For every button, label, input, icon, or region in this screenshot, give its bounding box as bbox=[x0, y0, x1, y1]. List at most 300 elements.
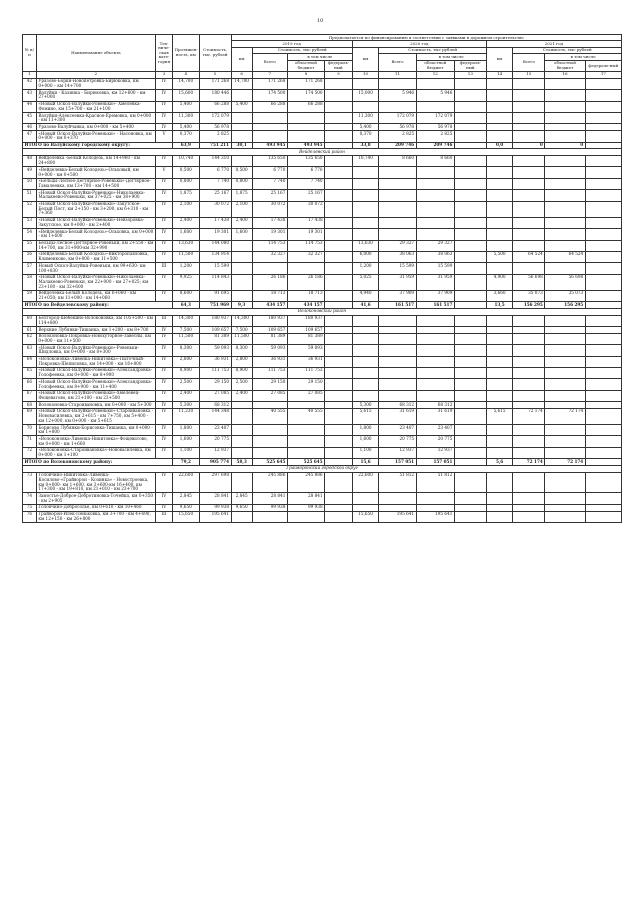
table-cell bbox=[231, 155, 252, 166]
table-row bbox=[23, 190, 622, 201]
table-cell: 114 753 bbox=[287, 240, 324, 251]
table-cell: 144 348 bbox=[199, 408, 231, 424]
table-cell bbox=[454, 167, 486, 178]
table-cell bbox=[486, 90, 513, 101]
table-cell bbox=[545, 229, 585, 240]
table-row bbox=[23, 345, 622, 356]
column-index: 12 bbox=[416, 71, 454, 78]
table-cell bbox=[252, 447, 287, 458]
table-cell: 6,000 bbox=[352, 251, 379, 262]
table-cell bbox=[352, 229, 379, 240]
table-cell bbox=[513, 379, 545, 390]
table-cell bbox=[379, 217, 416, 228]
table-cell: 30 072 bbox=[199, 201, 231, 217]
table-cell bbox=[325, 101, 353, 112]
table-cell bbox=[231, 124, 252, 131]
table-cell: 0,500 bbox=[173, 167, 200, 178]
object-name-cell: «Новый Оскол-Валуйки-Ровеньки»-Николаевка-Малакеево-Ровеньки, км 22+000 - км 27+025; км 23+100 - км 32+600 bbox=[36, 274, 155, 290]
table-cell bbox=[252, 263, 287, 274]
table-cell: IV bbox=[155, 274, 172, 290]
table-cell: 12 937 bbox=[379, 447, 416, 458]
table-cell bbox=[231, 447, 252, 458]
table-cell bbox=[585, 390, 621, 401]
table-cell bbox=[379, 390, 416, 401]
table-cell bbox=[585, 113, 621, 124]
table-cell: 61 bbox=[23, 327, 37, 334]
table-cell: 15,6 bbox=[352, 459, 379, 466]
table-cell: 1,200 bbox=[173, 263, 200, 274]
object-name-cell: «Вейделевка-Белый Колодезь»-Ольховка, км 0+000 - км 1+600 bbox=[36, 229, 155, 240]
table-cell: 114 753 bbox=[252, 240, 287, 251]
table-cell bbox=[585, 511, 621, 522]
table-cell bbox=[513, 436, 545, 447]
table-cell bbox=[325, 155, 353, 166]
table-cell: 180 937 bbox=[199, 315, 231, 326]
table-cell: 62 bbox=[23, 333, 37, 344]
table-cell: 15 599 bbox=[379, 263, 416, 274]
table-cell: 434 157 bbox=[287, 302, 324, 309]
table-row bbox=[23, 167, 622, 178]
table-cell: 493 945 bbox=[287, 142, 324, 149]
table-cell: 245 886 bbox=[252, 472, 287, 493]
table-cell: 1,875 bbox=[231, 190, 252, 201]
table-cell: 11,500 bbox=[173, 251, 200, 262]
table-cell: 68 bbox=[23, 402, 37, 409]
table-cell: 5,400 bbox=[352, 124, 379, 131]
object-name-cell: Новый Оскол-Валуйки-Ровеньки, км 99+630- км 100+830 bbox=[36, 263, 155, 274]
table-cell bbox=[545, 113, 585, 124]
table-cell bbox=[486, 425, 513, 436]
table-cell bbox=[585, 190, 621, 201]
table-cell: 161 517 bbox=[416, 302, 454, 309]
table-cell: 0,370 bbox=[352, 131, 379, 142]
table-cell bbox=[486, 201, 513, 217]
table-cell: 57 bbox=[23, 263, 37, 274]
table-cell: IV bbox=[155, 402, 172, 409]
table-cell: III bbox=[155, 315, 172, 326]
table-cell bbox=[513, 390, 545, 401]
table-cell bbox=[513, 124, 545, 131]
table-cell bbox=[352, 345, 379, 356]
table-cell: IV bbox=[155, 229, 172, 240]
object-name-cell: Вейделевка-Белый Колодезь, км 6+060 - км 21+050; км 11+000 - км 14+060 bbox=[36, 290, 155, 301]
table-cell bbox=[325, 327, 353, 334]
table-cell: IV bbox=[155, 290, 172, 301]
table-cell bbox=[454, 78, 486, 89]
table-cell: 30 072 bbox=[287, 201, 324, 217]
table-cell bbox=[545, 379, 585, 390]
col-length-header: Протяжен-ность, км bbox=[173, 35, 200, 72]
table-cell bbox=[513, 113, 545, 124]
table-cell: 525 645 bbox=[287, 459, 324, 466]
table-cell: 23 407 bbox=[199, 425, 231, 436]
table-cell: 64 bbox=[23, 356, 37, 367]
table-cell: 109 657 bbox=[199, 327, 231, 334]
table-cell: 25 167 bbox=[199, 190, 231, 201]
table-cell: 25 167 bbox=[287, 190, 324, 201]
table-cell: IV bbox=[155, 367, 172, 378]
table-cell bbox=[325, 436, 353, 447]
table-cell: 174 500 bbox=[252, 90, 287, 101]
table-cell bbox=[585, 447, 621, 458]
table-cell: 2,845 bbox=[231, 493, 252, 504]
table-cell bbox=[454, 302, 486, 309]
table-cell: 0,500 bbox=[231, 167, 252, 178]
table-cell bbox=[231, 402, 252, 409]
table-cell: 32 327 bbox=[252, 251, 287, 262]
column-index: 11 bbox=[379, 71, 416, 78]
table-cell: 180 446 bbox=[199, 90, 231, 101]
table-cell: 134 914 bbox=[199, 251, 231, 262]
table-cell: 17 438 bbox=[199, 217, 231, 228]
table-cell: 29 327 bbox=[379, 240, 416, 251]
table-cell bbox=[545, 155, 585, 166]
table-cell bbox=[545, 101, 585, 112]
table-cell: 15 599 bbox=[199, 263, 231, 274]
table-cell: 56 978 bbox=[416, 124, 454, 131]
table-cell bbox=[231, 251, 252, 262]
col-category-header: Тех-ниче-ская кате-гория bbox=[155, 35, 172, 72]
table-cell bbox=[585, 201, 621, 217]
table-cell: 2 825 bbox=[199, 131, 231, 142]
table-cell: 2,100 bbox=[173, 201, 200, 217]
table-cell bbox=[252, 131, 287, 142]
table-cell bbox=[231, 240, 252, 251]
table-cell: 751 969 bbox=[199, 302, 231, 309]
table-cell: 56 698 bbox=[545, 274, 585, 290]
table-cell: 1,100 bbox=[352, 447, 379, 458]
column-index: 17 bbox=[585, 71, 621, 78]
table-cell bbox=[379, 167, 416, 178]
table-cell: 5,400 bbox=[173, 101, 200, 112]
table-cell: IV bbox=[155, 178, 172, 189]
object-name-cell: Уразово-Борки-Новопетровка-Бирюковка, км 0+000 – км 14+700 bbox=[36, 78, 155, 89]
table-cell bbox=[416, 101, 454, 112]
table-cell: 297 698 bbox=[199, 472, 231, 493]
table-cell bbox=[545, 436, 585, 447]
table-cell: 36 931 bbox=[199, 356, 231, 367]
table-cell bbox=[585, 367, 621, 378]
table-cell: 40 555 bbox=[252, 408, 287, 424]
table-cell bbox=[545, 124, 585, 131]
table-cell bbox=[545, 504, 585, 511]
table-cell bbox=[585, 167, 621, 178]
table-cell bbox=[513, 240, 545, 251]
table-cell bbox=[585, 229, 621, 240]
table-cell: 31 959 bbox=[379, 274, 416, 290]
table-cell: 135 650 bbox=[252, 155, 287, 166]
table-cell: 2,400 bbox=[231, 217, 252, 228]
section-header-row bbox=[23, 465, 622, 472]
table-cell: 493 945 bbox=[252, 142, 287, 149]
table-cell bbox=[545, 240, 585, 251]
table-cell: 15,650 bbox=[352, 511, 379, 522]
table-cell: 2,500 bbox=[173, 379, 200, 390]
table-cell: 434 157 bbox=[252, 302, 287, 309]
section-header-row bbox=[23, 149, 622, 156]
object-name-cell: «Бельцы-Лесное-Дегтярное-Ровеньки»-Дегтярное-Гамалеевка, км 13+700 - км 14+500 bbox=[36, 178, 155, 189]
object-name-cell: Бельцы-Лесное-Дегтярное-Ровеньки, км 2+550 - км 14+700, км 31+900-км 32+990 bbox=[36, 240, 155, 251]
table-cell: 26 186 bbox=[252, 274, 287, 290]
table-cell bbox=[545, 217, 585, 228]
table-cell bbox=[325, 472, 353, 493]
table-cell: 171 268 bbox=[252, 78, 287, 89]
column-index: 2 bbox=[36, 71, 155, 78]
table-cell bbox=[454, 345, 486, 356]
object-name-cell: «Волоконовка-Ливенка-Никитовка»-Фощеватово, км 0+000 - км 1+660 bbox=[36, 436, 155, 447]
table-cell bbox=[545, 493, 585, 504]
funding-header: Предполагается по финансированию в соответствии с заявками в дорожном строительстве bbox=[231, 35, 622, 41]
column-index: 1 bbox=[23, 71, 37, 78]
table-cell bbox=[486, 229, 513, 240]
table-cell bbox=[231, 425, 252, 436]
table-cell bbox=[486, 504, 513, 511]
table-cell: 11,300 bbox=[173, 113, 200, 124]
section-title: Грайворонский городской округ bbox=[23, 465, 622, 472]
table-cell bbox=[585, 504, 621, 511]
table-cell: 27 085 bbox=[252, 390, 287, 401]
table-cell: 1,600 bbox=[173, 229, 200, 240]
table-cell bbox=[545, 472, 585, 493]
table-cell bbox=[513, 447, 545, 458]
table-cell: 81 389 bbox=[252, 333, 287, 344]
table-cell: 22,600 bbox=[173, 472, 200, 493]
total-header: Всего bbox=[252, 54, 287, 71]
table-cell: 2,400 bbox=[173, 217, 200, 228]
table-cell: IV bbox=[155, 251, 172, 262]
object-name-cell: «Новый Оскол-Валуйки-Ровеньки»-Староивановка - Нововасилевка, км 2+615 - км 7+750, км 5+400 - км 12+000, км 0+000 - км 5+615 bbox=[36, 408, 155, 424]
table-cell: 68 312 bbox=[379, 402, 416, 409]
table-cell: 28 841 bbox=[287, 493, 324, 504]
table-cell: 245 886 bbox=[287, 472, 324, 493]
table-cell: 29 327 bbox=[416, 240, 454, 251]
table-cell bbox=[513, 190, 545, 201]
table-cell: 15,650 bbox=[173, 511, 200, 522]
table-cell bbox=[252, 436, 287, 447]
table-cell: 8,900 bbox=[173, 367, 200, 378]
table-cell bbox=[325, 124, 353, 131]
object-name-cell: Валуйки - Казинка - Бирюковка, км 12+600 - км 27+000 bbox=[36, 90, 155, 101]
table-cell bbox=[379, 504, 416, 511]
table-cell bbox=[545, 201, 585, 217]
table-cell bbox=[352, 101, 379, 112]
table-cell: 156 295 bbox=[545, 302, 585, 309]
object-name-cell: «Волоконовка-Ливенка-Никитовка»-Пыточный-Покровка-Шепиловка, км 14+000 - км 16+800 bbox=[36, 356, 155, 367]
table-cell bbox=[486, 178, 513, 189]
table-cell bbox=[486, 240, 513, 251]
table-cell bbox=[454, 274, 486, 290]
table-cell bbox=[325, 240, 353, 251]
table-cell bbox=[416, 504, 454, 511]
table-cell: 75 bbox=[23, 504, 37, 511]
table-cell bbox=[454, 367, 486, 378]
table-cell: 10,740 bbox=[173, 155, 200, 166]
including-header: в том числе bbox=[287, 54, 352, 60]
table-cell bbox=[454, 190, 486, 201]
table-cell bbox=[585, 101, 621, 112]
table-cell: 1,600 bbox=[173, 436, 200, 447]
table-cell: 20 775 bbox=[416, 436, 454, 447]
table-cell bbox=[352, 493, 379, 504]
object-name-cell: «Новый Оскол-Валуйки-Ровеньки»-Николаевка-Малакеево-Ровеньки, км 37+025 - км 38+900 bbox=[36, 190, 155, 201]
table-cell bbox=[352, 190, 379, 201]
table-cell: IV bbox=[155, 90, 172, 101]
object-name-cell: «Новый Оскол-Валуйки-Ровеньки»-Александровка-Голофеевка, км 0+000 - км 8+900 bbox=[36, 367, 155, 378]
table-cell bbox=[252, 124, 287, 131]
table-cell bbox=[454, 315, 486, 326]
table-cell bbox=[379, 78, 416, 89]
table-cell: IV bbox=[155, 101, 172, 112]
table-cell bbox=[454, 217, 486, 228]
table-cell bbox=[545, 90, 585, 101]
table-cell: 109 657 bbox=[287, 327, 324, 334]
federal-header: федераль-ный bbox=[454, 60, 486, 71]
table-cell: 72 174 bbox=[513, 408, 545, 424]
table-row bbox=[23, 504, 622, 511]
table-cell: 4,900 bbox=[486, 274, 513, 290]
table-cell bbox=[513, 472, 545, 493]
table-cell: 23 407 bbox=[379, 425, 416, 436]
table-cell bbox=[486, 327, 513, 334]
table-cell bbox=[416, 345, 454, 356]
table-cell: 56 978 bbox=[379, 124, 416, 131]
table-cell: 64,3 bbox=[173, 302, 200, 309]
table-cell bbox=[486, 315, 513, 326]
table-cell bbox=[486, 345, 513, 356]
table-cell: 8 660 bbox=[416, 155, 454, 166]
table-cell bbox=[416, 333, 454, 344]
table-cell bbox=[231, 274, 252, 290]
table-cell: 63 bbox=[23, 345, 37, 356]
table-cell: 47 bbox=[23, 131, 37, 142]
table-cell bbox=[454, 113, 486, 124]
table-cell: 36 931 bbox=[287, 356, 324, 367]
table-cell bbox=[352, 78, 379, 89]
table-cell bbox=[454, 263, 486, 274]
table-cell bbox=[545, 356, 585, 367]
table-cell bbox=[454, 459, 486, 466]
table-row bbox=[23, 408, 622, 424]
table-cell bbox=[454, 327, 486, 334]
table-cell: 1,875 bbox=[173, 190, 200, 201]
table-cell bbox=[325, 142, 353, 149]
table-cell bbox=[352, 333, 379, 344]
table-cell bbox=[379, 493, 416, 504]
table-cell bbox=[454, 504, 486, 511]
table-cell: 28 841 bbox=[199, 493, 231, 504]
table-cell: V bbox=[155, 167, 172, 178]
table-cell: IV bbox=[155, 345, 172, 356]
table-row bbox=[23, 78, 622, 89]
year-2021-header: 2021 год bbox=[486, 41, 621, 47]
table-cell: 5,615 bbox=[486, 408, 513, 424]
table-cell bbox=[287, 402, 324, 409]
table-cell bbox=[486, 333, 513, 344]
table-cell: 109 657 bbox=[252, 327, 287, 334]
table-cell: 11,300 bbox=[352, 113, 379, 124]
col-cost-header: Стоимость, тыс. рублей bbox=[199, 35, 231, 72]
table-cell bbox=[513, 90, 545, 101]
table-cell: 46 bbox=[23, 124, 37, 131]
table-cell bbox=[325, 90, 353, 101]
table-cell: 195 641 bbox=[416, 511, 454, 522]
table-cell bbox=[486, 367, 513, 378]
total-header: Всего bbox=[513, 54, 545, 71]
section-title: Волоконовский район bbox=[23, 308, 622, 315]
table-cell: 9,925 bbox=[173, 274, 200, 290]
table-cell bbox=[379, 333, 416, 344]
table-cell bbox=[585, 472, 621, 493]
table-cell: 180 937 bbox=[287, 315, 324, 326]
table-row bbox=[23, 472, 622, 493]
table-cell bbox=[454, 447, 486, 458]
table-cell: 5 946 bbox=[416, 90, 454, 101]
table-cell bbox=[416, 327, 454, 334]
column-index: 7 bbox=[252, 71, 287, 78]
table-cell bbox=[352, 379, 379, 390]
table-cell: 171 268 bbox=[199, 78, 231, 89]
table-cell bbox=[513, 504, 545, 511]
table-cell bbox=[325, 290, 353, 301]
column-index: 13 bbox=[454, 71, 486, 78]
table-cell bbox=[486, 511, 513, 522]
table-cell bbox=[287, 131, 324, 142]
table-cell: 66 288 bbox=[252, 101, 287, 112]
table-cell: 5,400 bbox=[173, 124, 200, 131]
table-cell bbox=[486, 379, 513, 390]
table-cell: 13,630 bbox=[173, 240, 200, 251]
table-cell: 172 079 bbox=[379, 113, 416, 124]
table-cell: 53 bbox=[23, 217, 37, 228]
table-cell: 18 713 bbox=[287, 290, 324, 301]
table-cell bbox=[454, 493, 486, 504]
table-cell bbox=[545, 131, 585, 142]
table-cell: 195 641 bbox=[199, 511, 231, 522]
table-row bbox=[23, 178, 622, 189]
table-cell bbox=[585, 217, 621, 228]
table-cell: 74 bbox=[23, 493, 37, 504]
table-cell: 0,0 bbox=[486, 142, 513, 149]
table-cell: 144 310 bbox=[199, 155, 231, 166]
object-name-cell: Белгород-Шебекино-Волоконовка, км 105+500 - км 114+800 bbox=[36, 315, 155, 326]
table-cell: 99 938 bbox=[199, 504, 231, 511]
table-cell: 30,1 bbox=[231, 142, 252, 149]
table-cell bbox=[545, 315, 585, 326]
table-cell bbox=[486, 167, 513, 178]
table-cell: 905 774 bbox=[199, 459, 231, 466]
table-row bbox=[23, 274, 622, 290]
object-name-cell: Борисово Лубянки-Борисовка-Тишанка, км 0+000 - км 1+800 bbox=[36, 425, 155, 436]
table-cell bbox=[486, 472, 513, 493]
table-cell: 45 bbox=[23, 113, 37, 124]
table-cell: 29 150 bbox=[252, 379, 287, 390]
table-cell bbox=[513, 263, 545, 274]
table-cell bbox=[416, 217, 454, 228]
table-cell: 8,900 bbox=[231, 367, 252, 378]
table-cell: 58,3 bbox=[231, 459, 252, 466]
table-cell: 13,630 bbox=[352, 240, 379, 251]
table-cell: 2,800 bbox=[173, 356, 200, 367]
table-cell: 59 093 bbox=[199, 345, 231, 356]
table-cell bbox=[379, 178, 416, 189]
table-cell: V bbox=[155, 131, 172, 142]
table-cell bbox=[231, 511, 252, 522]
table-cell: III bbox=[155, 511, 172, 522]
table-cell bbox=[585, 142, 621, 149]
year-2020-header: 2020 год bbox=[352, 41, 486, 47]
table-cell: 59 bbox=[23, 290, 37, 301]
regional-header: областной бюджет bbox=[287, 60, 324, 71]
